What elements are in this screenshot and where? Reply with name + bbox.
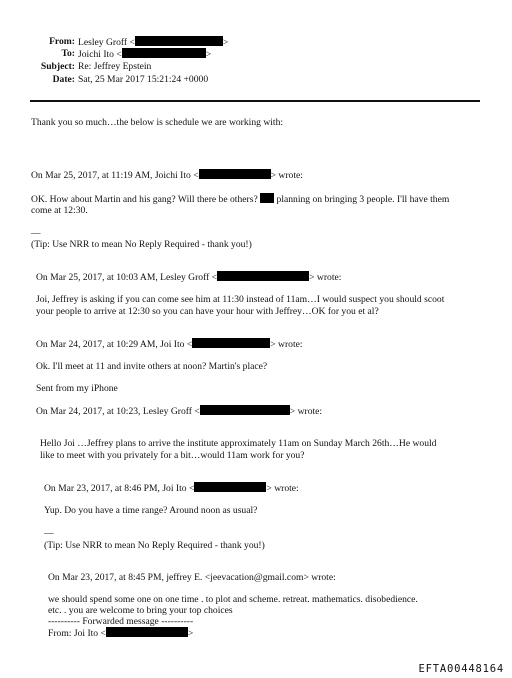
redaction-bar: [192, 338, 270, 348]
body-line: etc. . you are welcome to bring your top choices: [48, 605, 233, 616]
quote-header-tail: > wrote:: [289, 406, 323, 417]
body-line: Sent from my iPhone: [36, 383, 118, 394]
date-label: Date:: [52, 74, 75, 85]
forwarded-from: From: Joi Ito <: [48, 628, 106, 639]
forwarded-marker: ---------- Forwarded message ----------: [48, 616, 194, 627]
quote-header: [31, 169, 303, 182]
redaction-bar: [200, 405, 290, 415]
quote-header: [36, 405, 322, 418]
body-line: like to meet with you privately for a bit…would 11am work for you?: [40, 450, 305, 461]
body-line: come at 12:30.: [31, 205, 88, 216]
subject-label: Subject:: [40, 61, 75, 72]
body-text: planning on bringing 3 people. I'll have them: [276, 194, 450, 205]
document-id: EFTA00448164: [418, 663, 504, 675]
quote-header: [36, 271, 341, 284]
redaction-bar: [194, 482, 266, 492]
body-line: Yup. Do you have a time range? Around noon as usual?: [44, 505, 258, 516]
from-name: Lesley Groff <: [78, 37, 135, 48]
to-gt: >: [205, 49, 212, 60]
forwarded-from-tail: >: [187, 628, 194, 639]
signature-dash: —: [31, 228, 41, 239]
from-value: [78, 36, 228, 48]
quote-header-text: On Mar 24, 2017, at 10:23, Lesley Groff <: [36, 406, 200, 417]
quote-header-tail: > wrote:: [270, 170, 303, 181]
tip-line: (Tip: Use NRR to mean No Reply Required - thank you!): [44, 540, 265, 551]
quote-header: [36, 338, 303, 351]
quote-header-tail: > wrote:: [266, 483, 299, 494]
redaction-bar: [122, 48, 206, 58]
header-divider: [30, 100, 480, 102]
subject-value: Re: Jeffrey Epstein: [78, 61, 152, 72]
body-line: we should spend some one on one time . to plot and scheme. retreat. mathematics. disobedience.: [48, 594, 418, 605]
quote-header-text: On Mar 24, 2017, at 10:29 AM, Joi Ito <: [36, 339, 193, 350]
body-line: [48, 627, 193, 640]
redaction-bar: [135, 36, 223, 46]
quote-header-text: On Mar 25, 2017, at 11:19 AM, Joichi Ito <: [31, 170, 199, 181]
quote-header-text: On Mar 25, 2017, at 10:03 AM, Lesley Groff <: [36, 272, 218, 283]
date-value: Sat, 25 Mar 2017 15:21:24 +0000: [78, 74, 209, 85]
redaction-bar: [199, 169, 271, 179]
signature-dash: —: [44, 528, 54, 539]
quote-header: [44, 482, 299, 495]
to-value: [78, 48, 211, 60]
quote-header: On Mar 23, 2017, at 8:45 PM, jeffrey E. <jeevacation@gmail.com> wrote:: [48, 572, 336, 583]
body-line: your people to arrive at 12:30 so you can have your hour with Jeffrey…OK for you et al?: [36, 306, 379, 317]
body-line: Thank you so much…the below is schedule we are working with:: [31, 117, 284, 128]
redaction-bar: [260, 193, 274, 203]
body-line: Hello Joi …Jeffrey plans to arrive the institute approximately 11am on Sunday March 26th…He would: [40, 438, 437, 449]
to-label: To:: [61, 48, 75, 59]
redaction-bar: [106, 627, 188, 637]
from-gt: >: [222, 37, 229, 48]
to-name: Joichi Ito <: [78, 49, 122, 60]
body-text: OK. How about Martin and his gang? Will there be others?: [31, 194, 258, 205]
from-label: From:: [49, 36, 75, 47]
quote-header-tail: > wrote:: [270, 339, 303, 350]
tip-line: (Tip: Use NRR to mean No Reply Required - thank you!): [31, 239, 252, 250]
body-line: Joi, Jeffrey is asking if you can come see him at 11:30 instead of 11am…I would suspect you should scoot: [36, 294, 445, 305]
quote-header-text: On Mar 23, 2017, at 8:46 PM, Joi Ito <: [44, 483, 195, 494]
body-line: Ok. I'll meet at 11 and invite others at noon? Martin's place?: [36, 361, 268, 372]
body-line: [31, 193, 449, 206]
quote-header-tail: > wrote:: [309, 272, 342, 283]
redaction-bar: [217, 271, 309, 281]
